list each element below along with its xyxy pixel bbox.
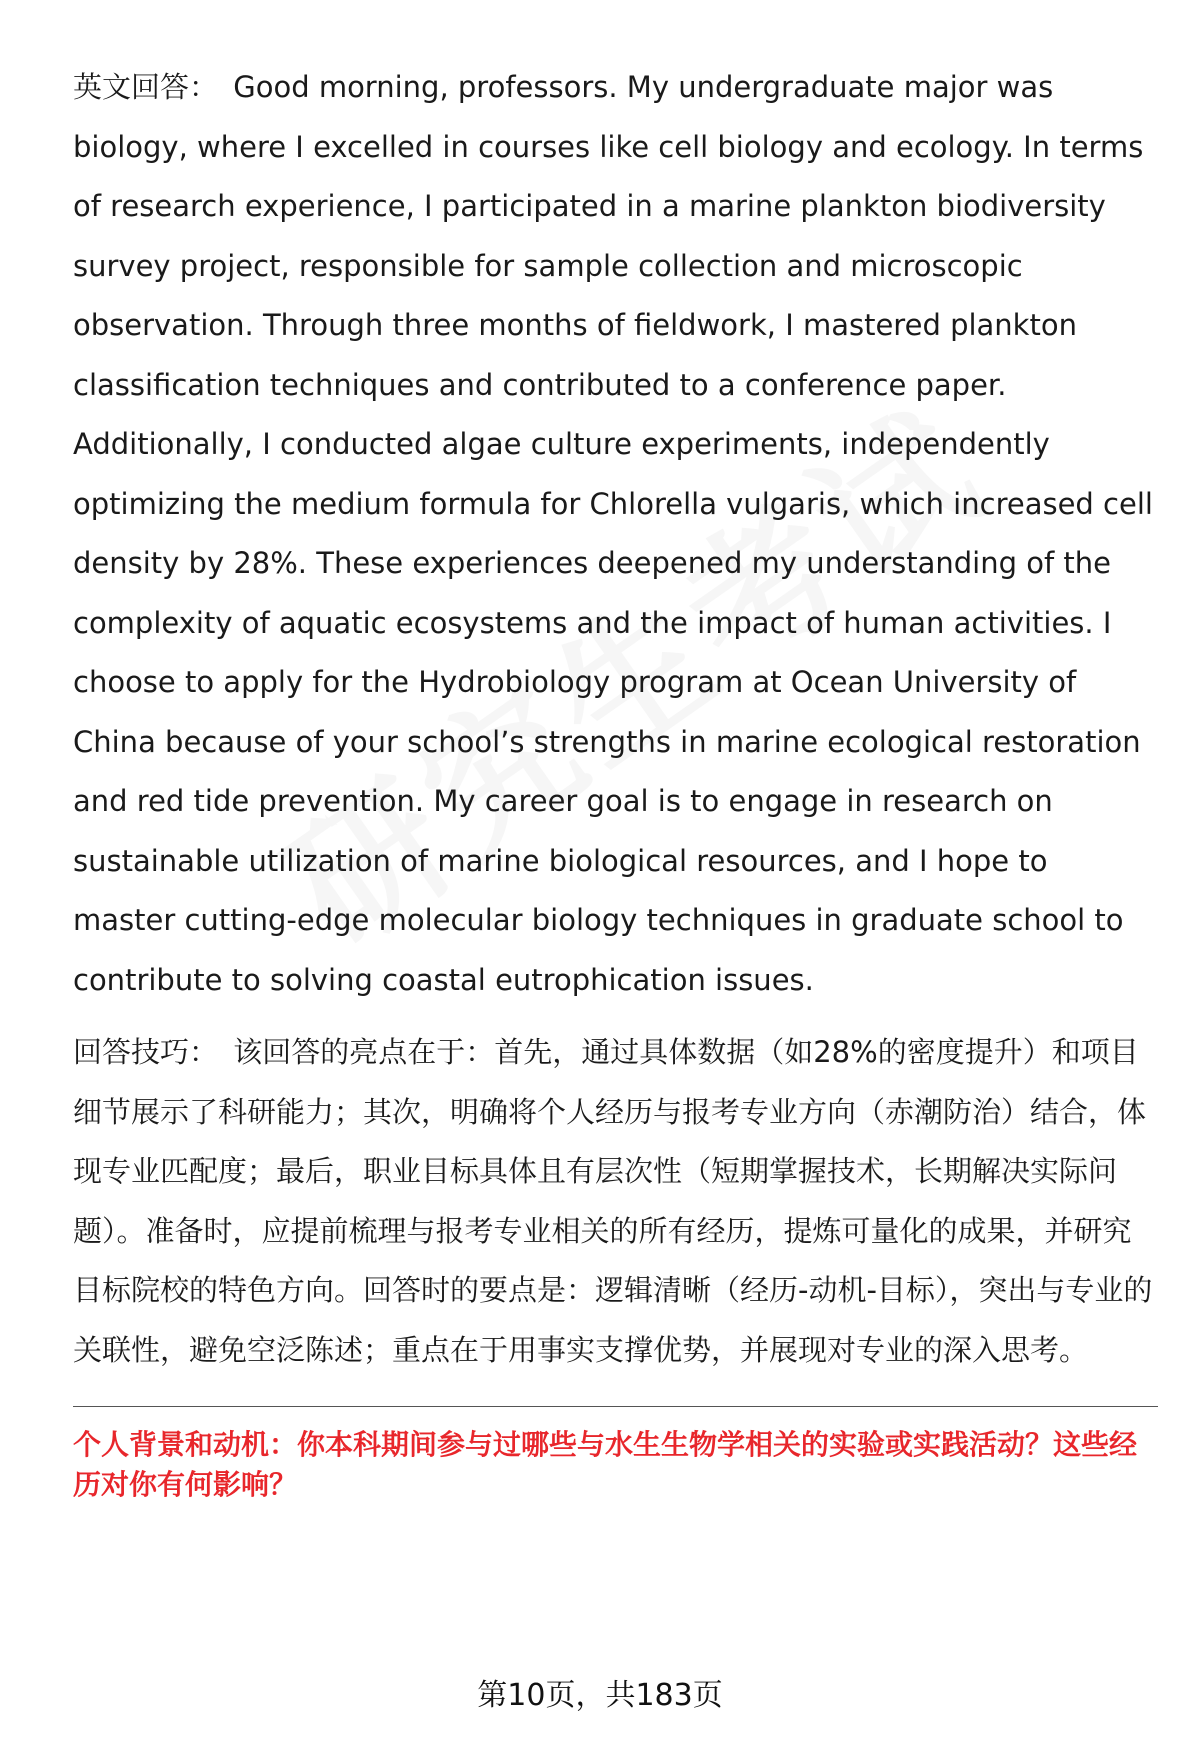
answer-label: 英文回答： [73,70,219,104]
section-divider [73,1406,1158,1407]
page-number: 第10页，共183页 [477,1678,723,1713]
page-content [73,58,1158,1505]
next-question-heading: 个人背景和动机：你本科期间参与过哪些与水生生物学相关的实验或实践活动？这些经历对你有何影响？ [73,1428,1138,1501]
answer-tips [73,1023,1158,1380]
english-answer [73,58,1158,1010]
tips-label: 回答技巧： [73,1035,219,1069]
tips-text: 该回答的亮点在于：首先，通过具体数据（如28%的密度提升）和项目细节展示了科研能力；其次，明确将个人经历与报考专业方向（赤潮防治）结合，体现专业匹配度；最后，职业目标具体且有层次性（短期掌握技术，长期解决实际问题）。准备时，应提前梳理与报考专业相关的所有经历，提炼可量化的成果，并研究目标院校的特色方向。回答时的要点是：逻辑清晰（经历-动机-目标），突出与专业的关联性，避免空泛陈述；重点在于用事实支撑优势，并展现对专业的深入思考。 [73,1035,1153,1367]
answer-text: Good morning, professors. My undergraduate major was biology, where I excelled in courses like cell biology and ecology. In terms of research experience, I participated in a marine plankton biodiversity survey project, responsible for sample collection and microscopic observation. Through three months of fieldwork, I mastered plankton classification techniques and contributed to a conference paper. Additionally, I conducted algae culture experiments, independently optimizing the medium formula for Chlorella vulgaris, which increased cell density by 28%. These experiences deepened my understanding of the complexity of aquatic ecosystems and the impact of human activities. I choose to apply for the Hydrobiology program at Ocean University of China because of your school’s strengths in marine ecological restoration and red tide prevention. My career goal is to engage in research on sustainable utilization of marine biological resources, and I hope to master cutting-edge molecular biology techniques in graduate school to contribute to solving coastal eutrophication issues. [73,70,1153,997]
